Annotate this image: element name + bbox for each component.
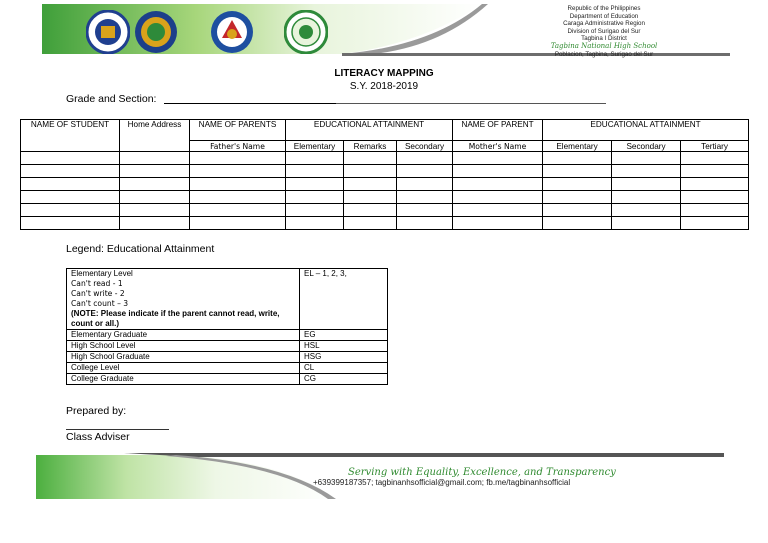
- legend-row: [67, 341, 388, 352]
- table-row: [21, 204, 749, 217]
- table-cell[interactable]: [120, 165, 190, 178]
- legend-code: HSL: [300, 341, 388, 352]
- table-body: [21, 152, 749, 230]
- student-name-header: NAME OF STUDENT: [21, 120, 120, 152]
- grade-section-field-line: [336, 103, 606, 104]
- prepared-by-label: Prepared by:: [66, 405, 127, 417]
- legend-level: College Level: [67, 363, 300, 374]
- table-cell[interactable]: [120, 152, 190, 165]
- legend-level-cell: [67, 269, 300, 330]
- edu-attainment-header: EDUCATIONAL ATTAINMENT: [543, 120, 749, 141]
- agency-block: [494, 5, 714, 58]
- secondary-header: Secondary: [397, 141, 453, 152]
- table-cell[interactable]: [344, 191, 397, 204]
- legend-level: Elementary Level: [71, 269, 133, 278]
- agency-line: Tagbina I District: [581, 35, 627, 43]
- table-cell[interactable]: [190, 191, 286, 204]
- legend-level: College Graduate: [67, 374, 300, 385]
- parents-name-header: NAME OF PARENTS: [190, 120, 286, 141]
- table-cell[interactable]: [190, 217, 286, 230]
- legend-level: High School Level: [67, 341, 300, 352]
- table-cell[interactable]: [344, 217, 397, 230]
- legend-row: [67, 352, 388, 363]
- district-seal: [210, 10, 254, 54]
- legend-code: EG: [300, 330, 388, 341]
- footer-contact: +639399187357; tagbinanhsofficial@gmail.com; fb.me/tagbinanhsofficial: [313, 478, 571, 487]
- legend-code: EL – 1, 2, 3,: [300, 269, 388, 330]
- table-cell[interactable]: [543, 152, 612, 165]
- remarks-header: Remarks: [344, 141, 397, 152]
- table-cell[interactable]: [681, 191, 749, 204]
- table-cell[interactable]: [397, 204, 453, 217]
- legend-row: [67, 330, 388, 341]
- table-cell[interactable]: [681, 204, 749, 217]
- school-year: S.Y. 2018-2019: [349, 81, 419, 92]
- elementary-header: Elementary: [543, 141, 612, 152]
- table-row: [21, 178, 749, 191]
- table-cell[interactable]: [681, 165, 749, 178]
- mothers-name-header: Mother's Name: [453, 141, 543, 152]
- table-cell[interactable]: [543, 204, 612, 217]
- fathers-name-header: Father's Name: [190, 141, 286, 152]
- literacy-table: [20, 119, 749, 230]
- legend-row: [67, 363, 388, 374]
- table-cell[interactable]: [612, 165, 681, 178]
- table-cell[interactable]: [453, 217, 543, 230]
- class-adviser-label: Class Adviser: [66, 431, 130, 443]
- page-title: LITERACY MAPPING: [334, 68, 434, 79]
- table-row: [21, 165, 749, 178]
- table-row: [21, 191, 749, 204]
- signature-line[interactable]: [66, 429, 169, 430]
- agency-line: Caraga Administrative Region: [563, 20, 645, 28]
- table-cell[interactable]: [344, 178, 397, 191]
- grade-section-label: Grade and Section:: [66, 93, 157, 105]
- table-cell[interactable]: [21, 178, 120, 191]
- legend-line: Can't read - 1: [71, 279, 123, 288]
- table-cell[interactable]: [190, 165, 286, 178]
- division-seal: [134, 10, 178, 54]
- tertiary-header: Tertiary: [681, 141, 749, 152]
- legend-table: [66, 268, 388, 385]
- table-cell[interactable]: [681, 152, 749, 165]
- table-cell[interactable]: [21, 204, 120, 217]
- table-cell[interactable]: [120, 217, 190, 230]
- edu-attainment-header: EDUCATIONAL ATTAINMENT: [286, 120, 453, 141]
- table-cell[interactable]: [286, 204, 344, 217]
- table-cell[interactable]: [21, 165, 120, 178]
- table-cell[interactable]: [21, 152, 120, 165]
- table-cell[interactable]: [190, 178, 286, 191]
- table-cell[interactable]: [681, 178, 749, 191]
- table-cell[interactable]: [612, 152, 681, 165]
- table-cell[interactable]: [453, 204, 543, 217]
- legend-line: Can't write - 2: [71, 289, 125, 298]
- table-cell[interactable]: [397, 178, 453, 191]
- legend-label: Legend: Educational Attainment: [66, 243, 215, 255]
- table-cell[interactable]: [397, 152, 453, 165]
- table-row: [21, 217, 749, 230]
- agency-line: Department of Education: [569, 12, 639, 20]
- table-cell[interactable]: [681, 217, 749, 230]
- agency-line: Division of Surigao del Sur: [567, 27, 641, 35]
- footer-motto: Serving with Equality, Excellence, and Transparency: [348, 467, 616, 478]
- legend-code: CG: [300, 374, 388, 385]
- table-cell[interactable]: [453, 152, 543, 165]
- secondary-header: Secondary: [612, 141, 681, 152]
- table-cell[interactable]: [286, 178, 344, 191]
- table-cell[interactable]: [543, 191, 612, 204]
- legend-level: Elementary Graduate: [67, 330, 300, 341]
- agency-line: Republic of the Philippines: [567, 5, 641, 12]
- table-cell[interactable]: [21, 191, 120, 204]
- legend-code: CL: [300, 363, 388, 374]
- table-cell[interactable]: [190, 204, 286, 217]
- table-cell[interactable]: [286, 165, 344, 178]
- legend-code: HSG: [300, 352, 388, 363]
- footer-banner: [36, 453, 724, 499]
- table-cell[interactable]: [344, 204, 397, 217]
- table-cell[interactable]: [453, 178, 543, 191]
- table-cell[interactable]: [543, 165, 612, 178]
- home-address-header: Home Address: [120, 120, 190, 152]
- table-cell[interactable]: [612, 178, 681, 191]
- table-cell[interactable]: [190, 152, 286, 165]
- elementary-header: Elementary: [286, 141, 344, 152]
- school-seal: [284, 10, 328, 54]
- legend-note: (NOTE: Please indicate if the parent cannot read, write, count or all.): [71, 309, 280, 328]
- table-cell[interactable]: [397, 191, 453, 204]
- table-cell[interactable]: [612, 217, 681, 230]
- table-cell[interactable]: [21, 217, 120, 230]
- school-name: Tagbina National High School: [550, 41, 658, 50]
- table-row: [21, 152, 749, 165]
- table-cell[interactable]: [543, 178, 612, 191]
- header-banner: [42, 4, 732, 56]
- table-cell[interactable]: [453, 191, 543, 204]
- parent-name-header: NAME OF PARENT: [453, 120, 543, 141]
- table-cell[interactable]: [344, 152, 397, 165]
- school-address: Poblacion, Tagbina, Surigao del Sur: [554, 50, 654, 58]
- grade-section-field[interactable]: [164, 103, 336, 104]
- legend-row: [67, 374, 388, 385]
- table-cell[interactable]: [120, 204, 190, 217]
- table-cell[interactable]: [286, 152, 344, 165]
- table-cell[interactable]: [543, 217, 612, 230]
- table-cell[interactable]: [286, 217, 344, 230]
- table-cell[interactable]: [612, 191, 681, 204]
- deped-seal: [86, 10, 130, 54]
- legend-row: [67, 269, 388, 330]
- table-cell[interactable]: [344, 165, 397, 178]
- table-cell[interactable]: [612, 204, 681, 217]
- table-cell[interactable]: [397, 217, 453, 230]
- table-cell[interactable]: [286, 191, 344, 204]
- table-cell[interactable]: [120, 178, 190, 191]
- table-cell[interactable]: [120, 191, 190, 204]
- legend-line: Can't count – 3: [71, 299, 129, 308]
- legend-level: High School Graduate: [67, 352, 300, 363]
- table-cell[interactable]: [453, 165, 543, 178]
- table-cell[interactable]: [397, 165, 453, 178]
